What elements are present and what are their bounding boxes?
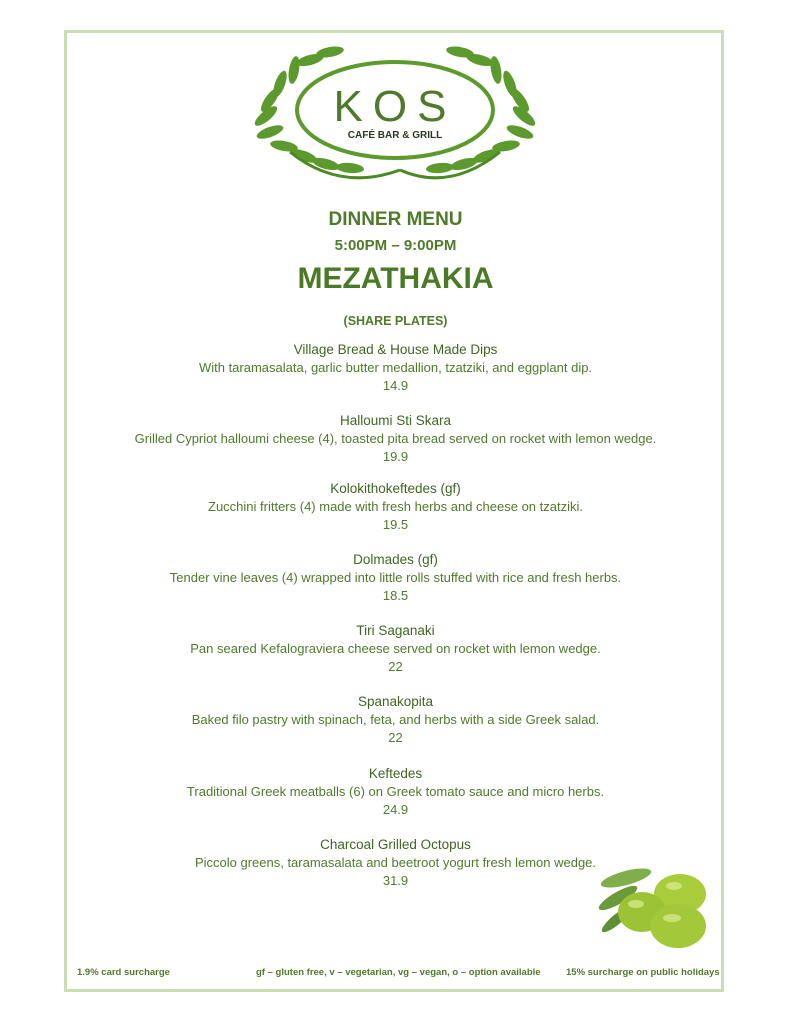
item-name: Keftedes [368,766,423,781]
item-description: Piccolo greens, taramasalata and beetroot yogurt fresh lemon wedge. [194,855,597,870]
footer-card-surcharge: 1.9% card surcharge [77,967,170,978]
olives-icon [596,858,716,958]
item-description: Traditional Greek meatballs (6) on Greek tomato sauce and micro herbs. [186,784,605,799]
item-price: 14.9 [382,378,409,393]
kos-logo [250,42,540,182]
menu-item [0,412,791,466]
logo-name: KOS [333,82,457,131]
logo-tagline: CAFÉ BAR & GRILL [347,130,443,141]
item-price: 19.5 [382,517,409,532]
menu-item [0,341,791,395]
item-price: 22 [388,730,403,745]
menu-hours: 5:00PM – 9:00PM [334,237,457,254]
section-title: MEZATHAKIA [297,262,494,295]
item-name: Dolmades (gf) [353,552,438,567]
item-price: 22 [388,659,403,674]
item-name: Kolokithokeftedes (gf) [330,481,461,496]
item-name: Spanakopita [357,694,434,709]
item-description: With taramasalata, garlic butter medallion, tzatziki, and eggplant dip. [198,360,593,375]
item-description: Grilled Cypriot halloumi cheese (4), toasted pita bread served on rocket with lemon wedge. [134,431,657,446]
item-name: Village Bread & House Made Dips [293,342,498,357]
menu-item [0,765,791,819]
menu-title: DINNER MENU [328,209,463,230]
item-name: Tiri Saganaki [356,623,435,638]
footer-dietary-legend: gf – gluten free, v – vegetarian, vg – vegan, o – option available [256,967,541,978]
menu-item [0,480,791,534]
section-subtitle: (SHARE PLATES) [343,314,448,328]
item-price: 24.9 [382,802,409,817]
item-description: Zucchini fritters (4) made with fresh herbs and cheese on tzatziki. [208,499,583,514]
item-description: Baked filo pastry with spinach, feta, and herbs with a side Greek salad. [191,712,600,727]
item-description: Tender vine leaves (4) wrapped into little rolls stuffed with rice and fresh herbs. [169,570,622,585]
footer-holiday-surcharge: 15% surcharge on public holidays [566,967,720,978]
item-name: Charcoal Grilled Octopus [320,837,471,852]
item-price: 19.9 [382,449,409,464]
item-price: 31.9 [382,873,409,888]
menu-item [0,551,791,605]
menu-item [0,622,791,676]
menu-item [0,693,791,747]
item-price: 18.5 [382,588,409,603]
item-description: Pan seared Kefalograviera cheese served on rocket with lemon wedge. [190,641,601,656]
item-name: Halloumi Sti Skara [339,413,452,428]
